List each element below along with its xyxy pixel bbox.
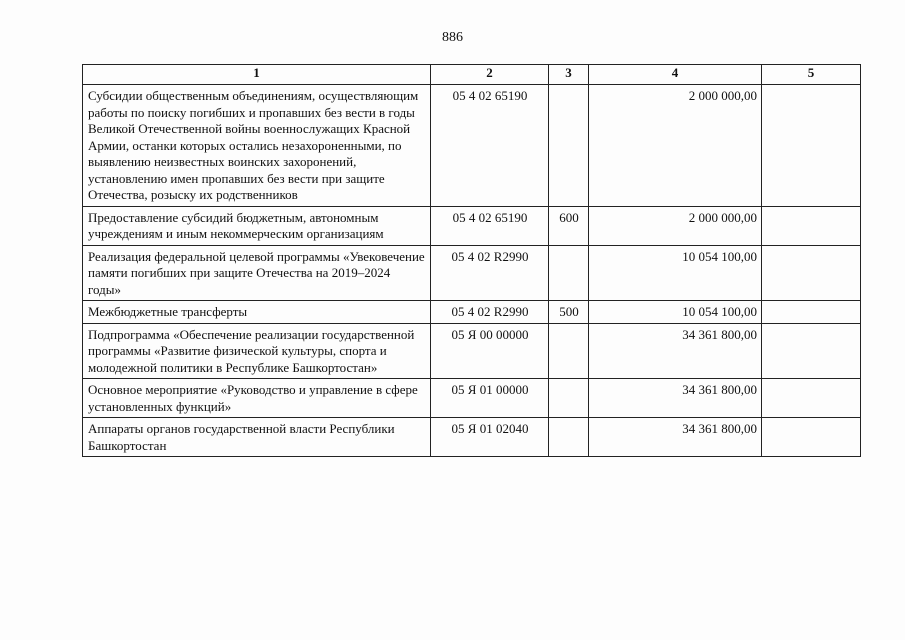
row-amount: 10 054 100,00 [589, 301, 762, 324]
row-type [549, 379, 589, 418]
row-type: 600 [549, 206, 589, 245]
row-name: Межбюджетные трансферты [83, 301, 431, 324]
row-name: Реализация федеральной целевой программы «Увековечение памяти погибших при защите Отечества на 2019–2024 годы» [83, 245, 431, 301]
table-row [83, 301, 861, 324]
row-amount: 2 000 000,00 [589, 206, 762, 245]
header-col-5: 5 [762, 65, 861, 85]
row-type: 500 [549, 301, 589, 324]
table-row [83, 323, 861, 379]
row-col5 [762, 418, 861, 457]
page-number: 886 [442, 30, 463, 45]
row-amount: 10 054 100,00 [589, 245, 762, 301]
row-amount: 2 000 000,00 [589, 85, 762, 207]
row-col5 [762, 323, 861, 379]
table-row [83, 206, 861, 245]
row-col5 [762, 301, 861, 324]
row-code: 05 4 02 65190 [431, 206, 549, 245]
row-col5 [762, 245, 861, 301]
row-type [549, 245, 589, 301]
row-code: 05 4 02 R2990 [431, 301, 549, 324]
table-row [83, 245, 861, 301]
row-name: Подпрограмма «Обеспечение реализации государственной программы «Развитие физической культуры, спорта и молодежной политики в Республике Башкортостан» [83, 323, 431, 379]
table-header-row [83, 65, 861, 85]
table-row [83, 85, 861, 207]
row-col5 [762, 379, 861, 418]
table-row [83, 418, 861, 457]
header-col-1: 1 [83, 65, 431, 85]
row-col5 [762, 85, 861, 207]
row-amount: 34 361 800,00 [589, 418, 762, 457]
row-amount: 34 361 800,00 [589, 323, 762, 379]
row-code: 05 4 02 R2990 [431, 245, 549, 301]
header-col-2: 2 [431, 65, 549, 85]
row-code: 05 Я 01 02040 [431, 418, 549, 457]
row-col5 [762, 206, 861, 245]
row-type [549, 418, 589, 457]
row-type [549, 85, 589, 207]
header-col-4: 4 [589, 65, 762, 85]
row-code: 05 Я 01 00000 [431, 379, 549, 418]
row-name: Аппараты органов государственной власти Республики Башкортостан [83, 418, 431, 457]
row-name: Субсидии общественным объединениям, осуществляющим работы по поиску погибших и пропавших без вести в годы Великой Отечественной войны военнослужащих Красной Армии, останки которых остались незахороненными, по выявлению неизвестных воинских захоронений, установлению имен пропавших без вести при защите Отечества, розыску их родственников [83, 85, 431, 207]
row-amount: 34 361 800,00 [589, 379, 762, 418]
budget-table [82, 64, 861, 457]
row-name: Предоставление субсидий бюджетным, автономным учреждениям и иным некоммерческим организациям [83, 206, 431, 245]
row-code: 05 Я 00 00000 [431, 323, 549, 379]
table-row [83, 379, 861, 418]
row-name: Основное мероприятие «Руководство и управление в сфере установленных функций» [83, 379, 431, 418]
row-type [549, 323, 589, 379]
header-col-3: 3 [549, 65, 589, 85]
row-code: 05 4 02 65190 [431, 85, 549, 207]
